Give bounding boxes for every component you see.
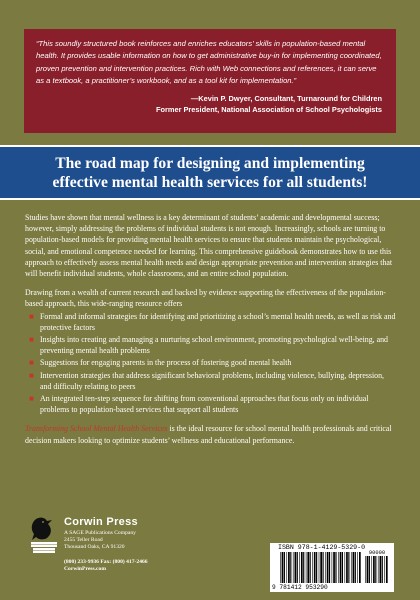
endorsement-quote-text: “This soundly structured book reinforces and enriches educators’ skills in population-based mental health. It provides usable information on how to get administrative buy-in for implementing coordinated, proven prevention and intervention practices. Rich with Web connections and references, it can serve as a textbook, a practitioner’s workbook, and as a tool kit for implementation.” (36, 39, 382, 86)
raven-on-books-icon (28, 515, 60, 555)
attribution-title: Former President, National Association of School Psychologists (155, 104, 382, 114)
feature-text: An integrated ten-step sequence for shifting from conventional approaches that focus only on individual problems to population-based services that support all students (40, 394, 369, 415)
publisher-name: Corwin Press (64, 516, 138, 528)
ean-barcode-bars (280, 552, 362, 583)
feature-list-item (25, 311, 397, 333)
publisher-website: CorwinPress.com (64, 565, 106, 572)
feature-text: Suggestions for engaging parents in the process of fostering good mental health (40, 358, 292, 368)
closing-text: is the ideal resource for school mental health professionals and critical decision makers looking to optimize students’ wellness and educational performance. (25, 424, 392, 445)
red-square-bullet-icon: ■ (29, 311, 34, 321)
endorsement-quote-box (24, 29, 396, 133)
publisher-block (28, 515, 208, 585)
intro-paragraph: Studies have shown that mental wellness is a key determinant of students’ academic and developmental success; however, simply addressing the problems of individual students is not enough. Increasingly, schools are turning to population-based models for providing mental health services to ensure that students maintain the psychological, social, and emotional competence needed for learning. This comprehensive guidebook demonstrates how to use this approach to effectively assess mental health needs and design appropriate prevention and intervention strategies that will benefit individual students, whole classrooms, and an entire school population. (25, 213, 393, 279)
feature-list-item (25, 357, 397, 368)
publisher-contact (64, 559, 148, 573)
tagline-line-2: effective mental health services for all students! (52, 174, 368, 191)
closing-paragraph (25, 423, 397, 445)
resource-intro: Drawing from a wealth of current research and backed by evidence supporting the effectiveness of the population-based approach, this wide-ranging resource offers (25, 288, 386, 309)
red-square-bullet-icon: ■ (29, 370, 34, 380)
closing-book-title: Transforming School Mental Health Services (25, 424, 168, 434)
publisher-city: Thousand Oaks, CA 91320 (64, 543, 125, 550)
barcode-addon-number: 90000 (368, 550, 386, 556)
tagline-line-1: The road map for designing and implementing (55, 155, 365, 172)
publisher-address (64, 530, 136, 550)
feature-list-item (25, 393, 397, 415)
tagline-banner (0, 145, 420, 200)
feature-text: Insights into creating and managing a nurturing school environment, promoting psychological well-being, and preventing mental health problems (40, 335, 388, 356)
publisher-phone: (800) 233-9936 Fax: (800) 417-2466 (64, 559, 148, 565)
red-square-bullet-icon: ■ (29, 335, 34, 345)
feature-text: Formal and informal strategies for identifying and prioritizing a school’s mental health needs, as well as risk and protective factors (40, 311, 396, 332)
publisher-street: 2455 Teller Road (64, 536, 103, 543)
ean-number: 9 781412 953290 (272, 584, 328, 591)
red-square-bullet-icon: ■ (29, 394, 34, 404)
isbn-barcode (270, 543, 394, 592)
feature-list-item (25, 334, 397, 356)
feature-text: Intervention strategies that address significant behavioral problems, including violence, bullying, depression, and difficulty relating to peers (40, 370, 385, 391)
feature-list (25, 311, 397, 416)
publisher-company: A SAGE Publications Company (64, 530, 136, 536)
addon-barcode-bars (365, 556, 389, 583)
red-square-bullet-icon: ■ (29, 358, 34, 368)
description-body (25, 212, 397, 454)
feature-list-item (25, 370, 397, 392)
endorsement-attribution (36, 93, 382, 115)
attribution-name: —Kevin P. Dwyer, Consultant, Turnaround for Children (190, 93, 382, 103)
isbn-label: ISBN 978-1-4129-5329-0 (278, 544, 366, 551)
